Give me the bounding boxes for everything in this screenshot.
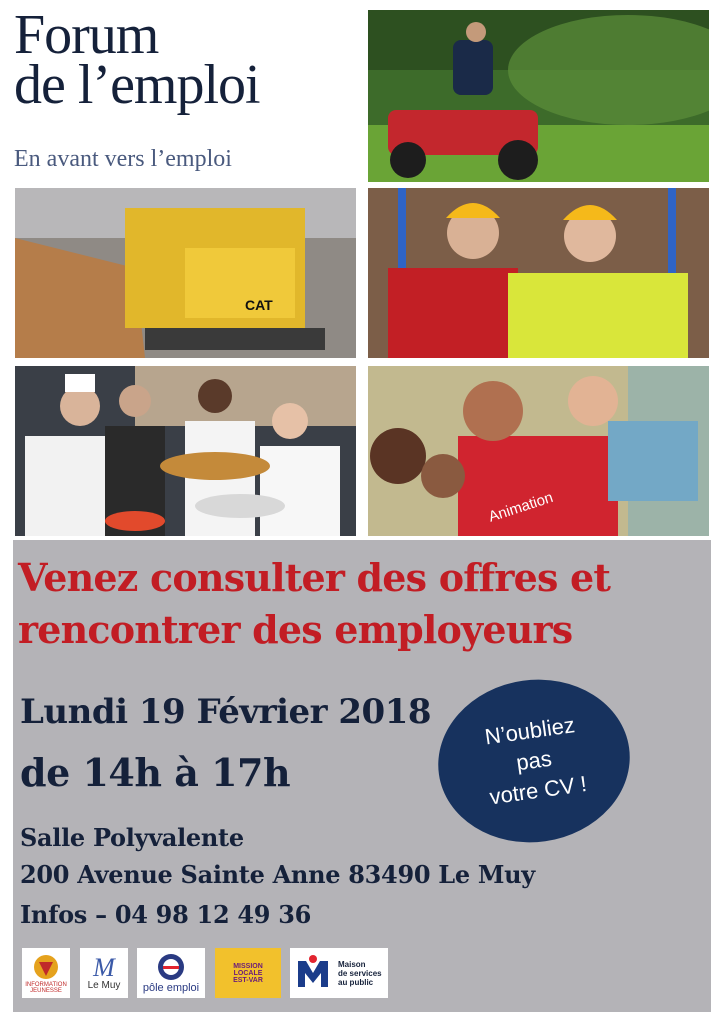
mission-locale-text-2: LOCALE bbox=[233, 969, 263, 977]
poster-subtitle: En avant vers l’emploi bbox=[14, 146, 232, 172]
event-hours: de 14h à 17h bbox=[20, 750, 291, 795]
event-phone: Infos – 04 98 12 49 36 bbox=[20, 900, 312, 929]
lawn-mower-photo bbox=[368, 10, 709, 182]
cv-reminder-line-1: N’oubliez bbox=[483, 712, 577, 750]
mission-locale-text-1: MISSION bbox=[233, 962, 263, 970]
event-date: Lundi 19 Février 2018 bbox=[20, 692, 432, 732]
poster-title-line-2: de l’emploi bbox=[14, 54, 260, 116]
maison-services-public-logo bbox=[290, 948, 388, 998]
mission-locale-logo bbox=[215, 948, 281, 998]
animation-shirt-text: Animation bbox=[486, 488, 556, 526]
poster-title-line-1: Forum bbox=[14, 4, 159, 66]
msap-text-line-3: au public bbox=[338, 977, 374, 987]
information-jeunesse-logo bbox=[22, 948, 70, 998]
warehouse-workers-photo bbox=[368, 188, 709, 358]
pole-emploi-logo bbox=[137, 948, 205, 998]
information-jeunesse-text: INFORMATION JEUNESSE bbox=[25, 982, 67, 994]
msap-icon bbox=[294, 953, 332, 993]
cat-logo-text: CAT bbox=[245, 297, 273, 313]
msap-text bbox=[338, 960, 382, 987]
le-muy-logo bbox=[80, 948, 128, 998]
mining-excavator-photo bbox=[15, 188, 356, 358]
cv-reminder-line-2: pas bbox=[514, 745, 554, 776]
poster-title bbox=[14, 4, 359, 116]
le-muy-text: Le Muy bbox=[87, 979, 121, 991]
cv-reminder-line-3: votre CV ! bbox=[487, 771, 589, 810]
chefs-photo bbox=[15, 366, 356, 536]
pole-emploi-icon bbox=[156, 952, 186, 982]
event-venue: Salle Polyvalente bbox=[20, 823, 244, 852]
mission-locale-text-3: EST-VAR bbox=[233, 976, 263, 984]
event-address: 200 Avenue Sainte Anne 83490 Le Muy bbox=[20, 860, 535, 889]
le-muy-mark: M bbox=[93, 952, 115, 982]
event-headline-line-2: rencontrer des employeurs bbox=[18, 607, 573, 652]
children-animation-photo bbox=[368, 366, 709, 536]
event-headline bbox=[18, 552, 708, 656]
event-headline-line-1: Venez consulter des offres et bbox=[18, 555, 611, 600]
information-jeunesse-icon bbox=[31, 952, 61, 982]
msap-text-line-1: Maison bbox=[338, 959, 366, 969]
msap-text-line-2: de services bbox=[338, 968, 382, 978]
pole-emploi-text: pôle emploi bbox=[142, 982, 200, 994]
